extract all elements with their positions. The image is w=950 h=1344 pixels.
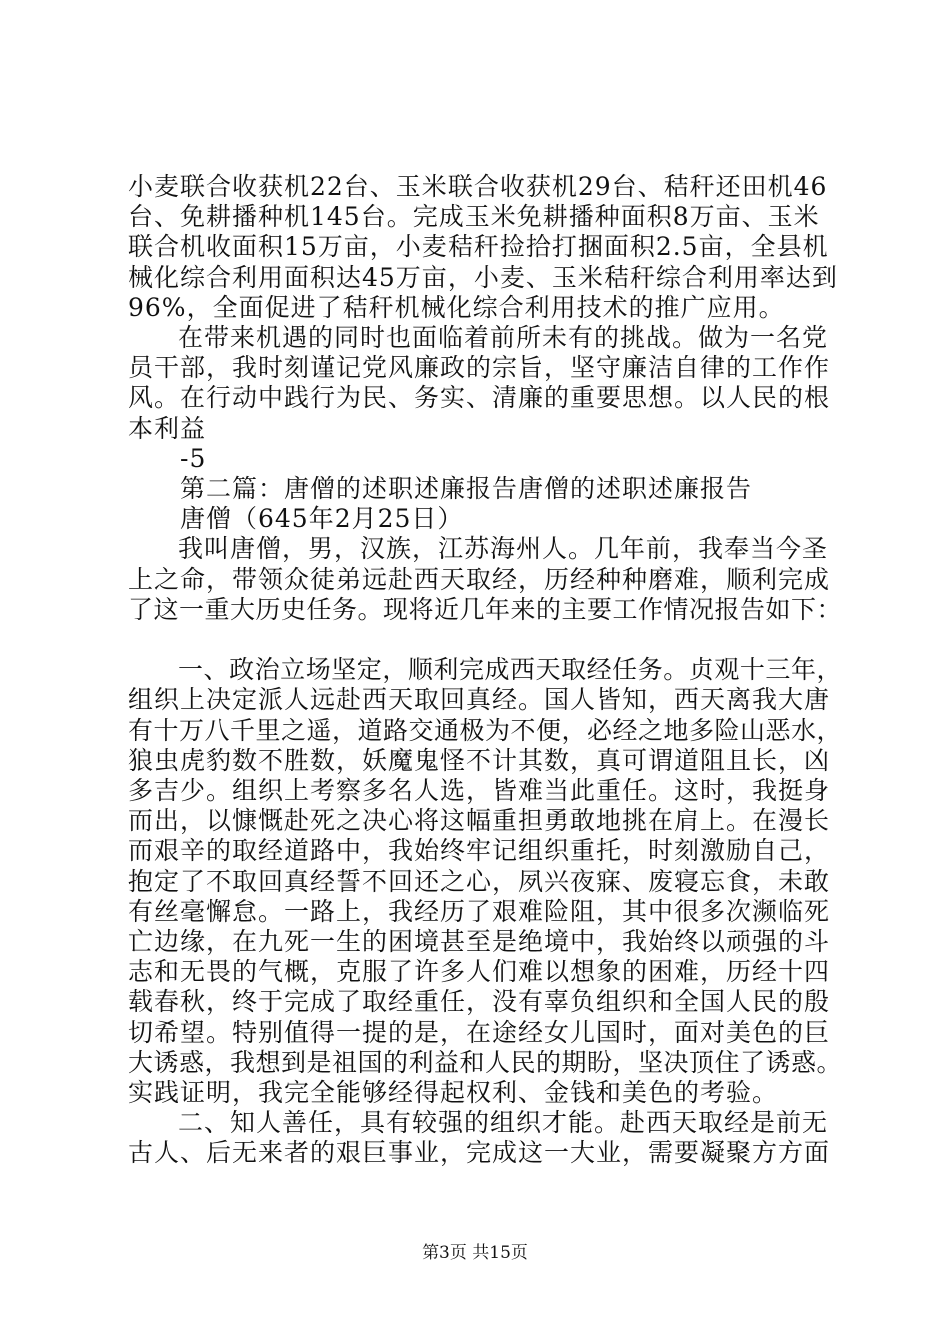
text-line: 员干部，我时刻谨记党风廉政的宗旨，坚守廉洁自律的工作作 [128, 353, 831, 382]
text-line: 了这一重大历史任务。现将近几年来的主要工作情况报告如下： [128, 595, 843, 624]
text-line: 上之命，带领众徒弟远赴西天取经，历经种种磨难，顺利完成 [128, 565, 831, 594]
text-line: 狼虫虎豹数不胜数，妖魔鬼怪不计其数，真可谓道阻且长，凶 [128, 746, 831, 775]
text-line: 一、政治立场坚定，顺利完成西天取经任务。贞观十三年， [178, 655, 843, 684]
page-number-footer: 第3页 共15页 [422, 1243, 528, 1263]
text-line: 抱定了不取回真经誓不回还之心，夙兴夜寐、废寝忘食，未敢 [128, 867, 831, 896]
text-line: 载春秋，终于完成了取经重任，没有辜负组织和全国人民的殷 [128, 987, 831, 1016]
text-line: 台、免耕播种机145台。完成玉米免耕播种面积8万亩、玉米 [128, 202, 820, 231]
text-line: 切希望。特别值得一提的是，在途经女儿国时，面对美色的巨 [128, 1018, 831, 1047]
text-line: 本利益 [128, 414, 207, 443]
text-line: 有十万八千里之遥，道路交通极为不便，必经之地多险山恶水， [128, 716, 843, 745]
text-line: 而艰辛的取经道路中，我始终牢记组织重托，时刻激励自己， [128, 836, 831, 865]
text-line: 组织上决定派人远赴西天取回真经。国人皆知，西天离我大唐 [128, 685, 831, 714]
text-line: 志和无畏的气概，克服了许多人们难以想象的困难，历经十四 [128, 957, 831, 986]
text-line: 多吉少。组织上考察多名人选，皆难当此重任。这时，我挺身 [128, 776, 831, 805]
author-line: 唐僧（645年2月25日） [180, 504, 464, 533]
text-line: 亡边缘，在九死一生的困境甚至是绝境中，我始终以顽强的斗 [128, 927, 831, 956]
text-line: 在带来机遇的同时也面临着前所未有的挑战。做为一名党 [178, 323, 829, 352]
text-line: 96%，全面促进了秸秆机械化综合利用技术的推广应用。 [128, 293, 785, 322]
text-line: 我叫唐僧，男，汉族，江苏海州人。几年前，我奉当今圣 [178, 534, 829, 563]
text-line: 二、知人善任，具有较强的组织才能。赴西天取经是前无 [178, 1108, 829, 1137]
text-line: 大诱惑，我想到是祖国的利益和人民的期盼，坚决顶住了诱惑。 [128, 1048, 843, 1077]
page-marker: -5 [180, 444, 207, 473]
text-line: 风。在行动中践行为民、务实、清廉的重要思想。以人民的根 [128, 383, 831, 412]
text-line: 有丝毫懈怠。一路上，我经历了艰难险阻，其中很多次濒临死 [128, 897, 831, 926]
section-title: 第二篇：唐僧的述职述廉报告唐僧的述职述廉报告 [180, 474, 753, 503]
text-line: 实践证明，我完全能够经得起权利、金钱和美色的考验。 [128, 1078, 779, 1107]
text-line: 小麦联合收获机22台、玉米联合收获机29台、秸秆还田机46 [128, 172, 828, 201]
text-line: 联合机收面积15万亩，小麦秸秆捡拾打捆面积2.5亩，全县机 [128, 232, 829, 261]
text-line: 古人、后无来者的艰巨事业，完成这一大业，需要凝聚方方面 [128, 1138, 831, 1167]
text-line: 械化综合利用面积达45万亩，小麦、玉米秸秆综合利用率达到 [128, 263, 838, 292]
text-line: 而出，以慷慨赴死之决心将这幅重担勇敢地挑在肩上。在漫长 [128, 806, 831, 835]
